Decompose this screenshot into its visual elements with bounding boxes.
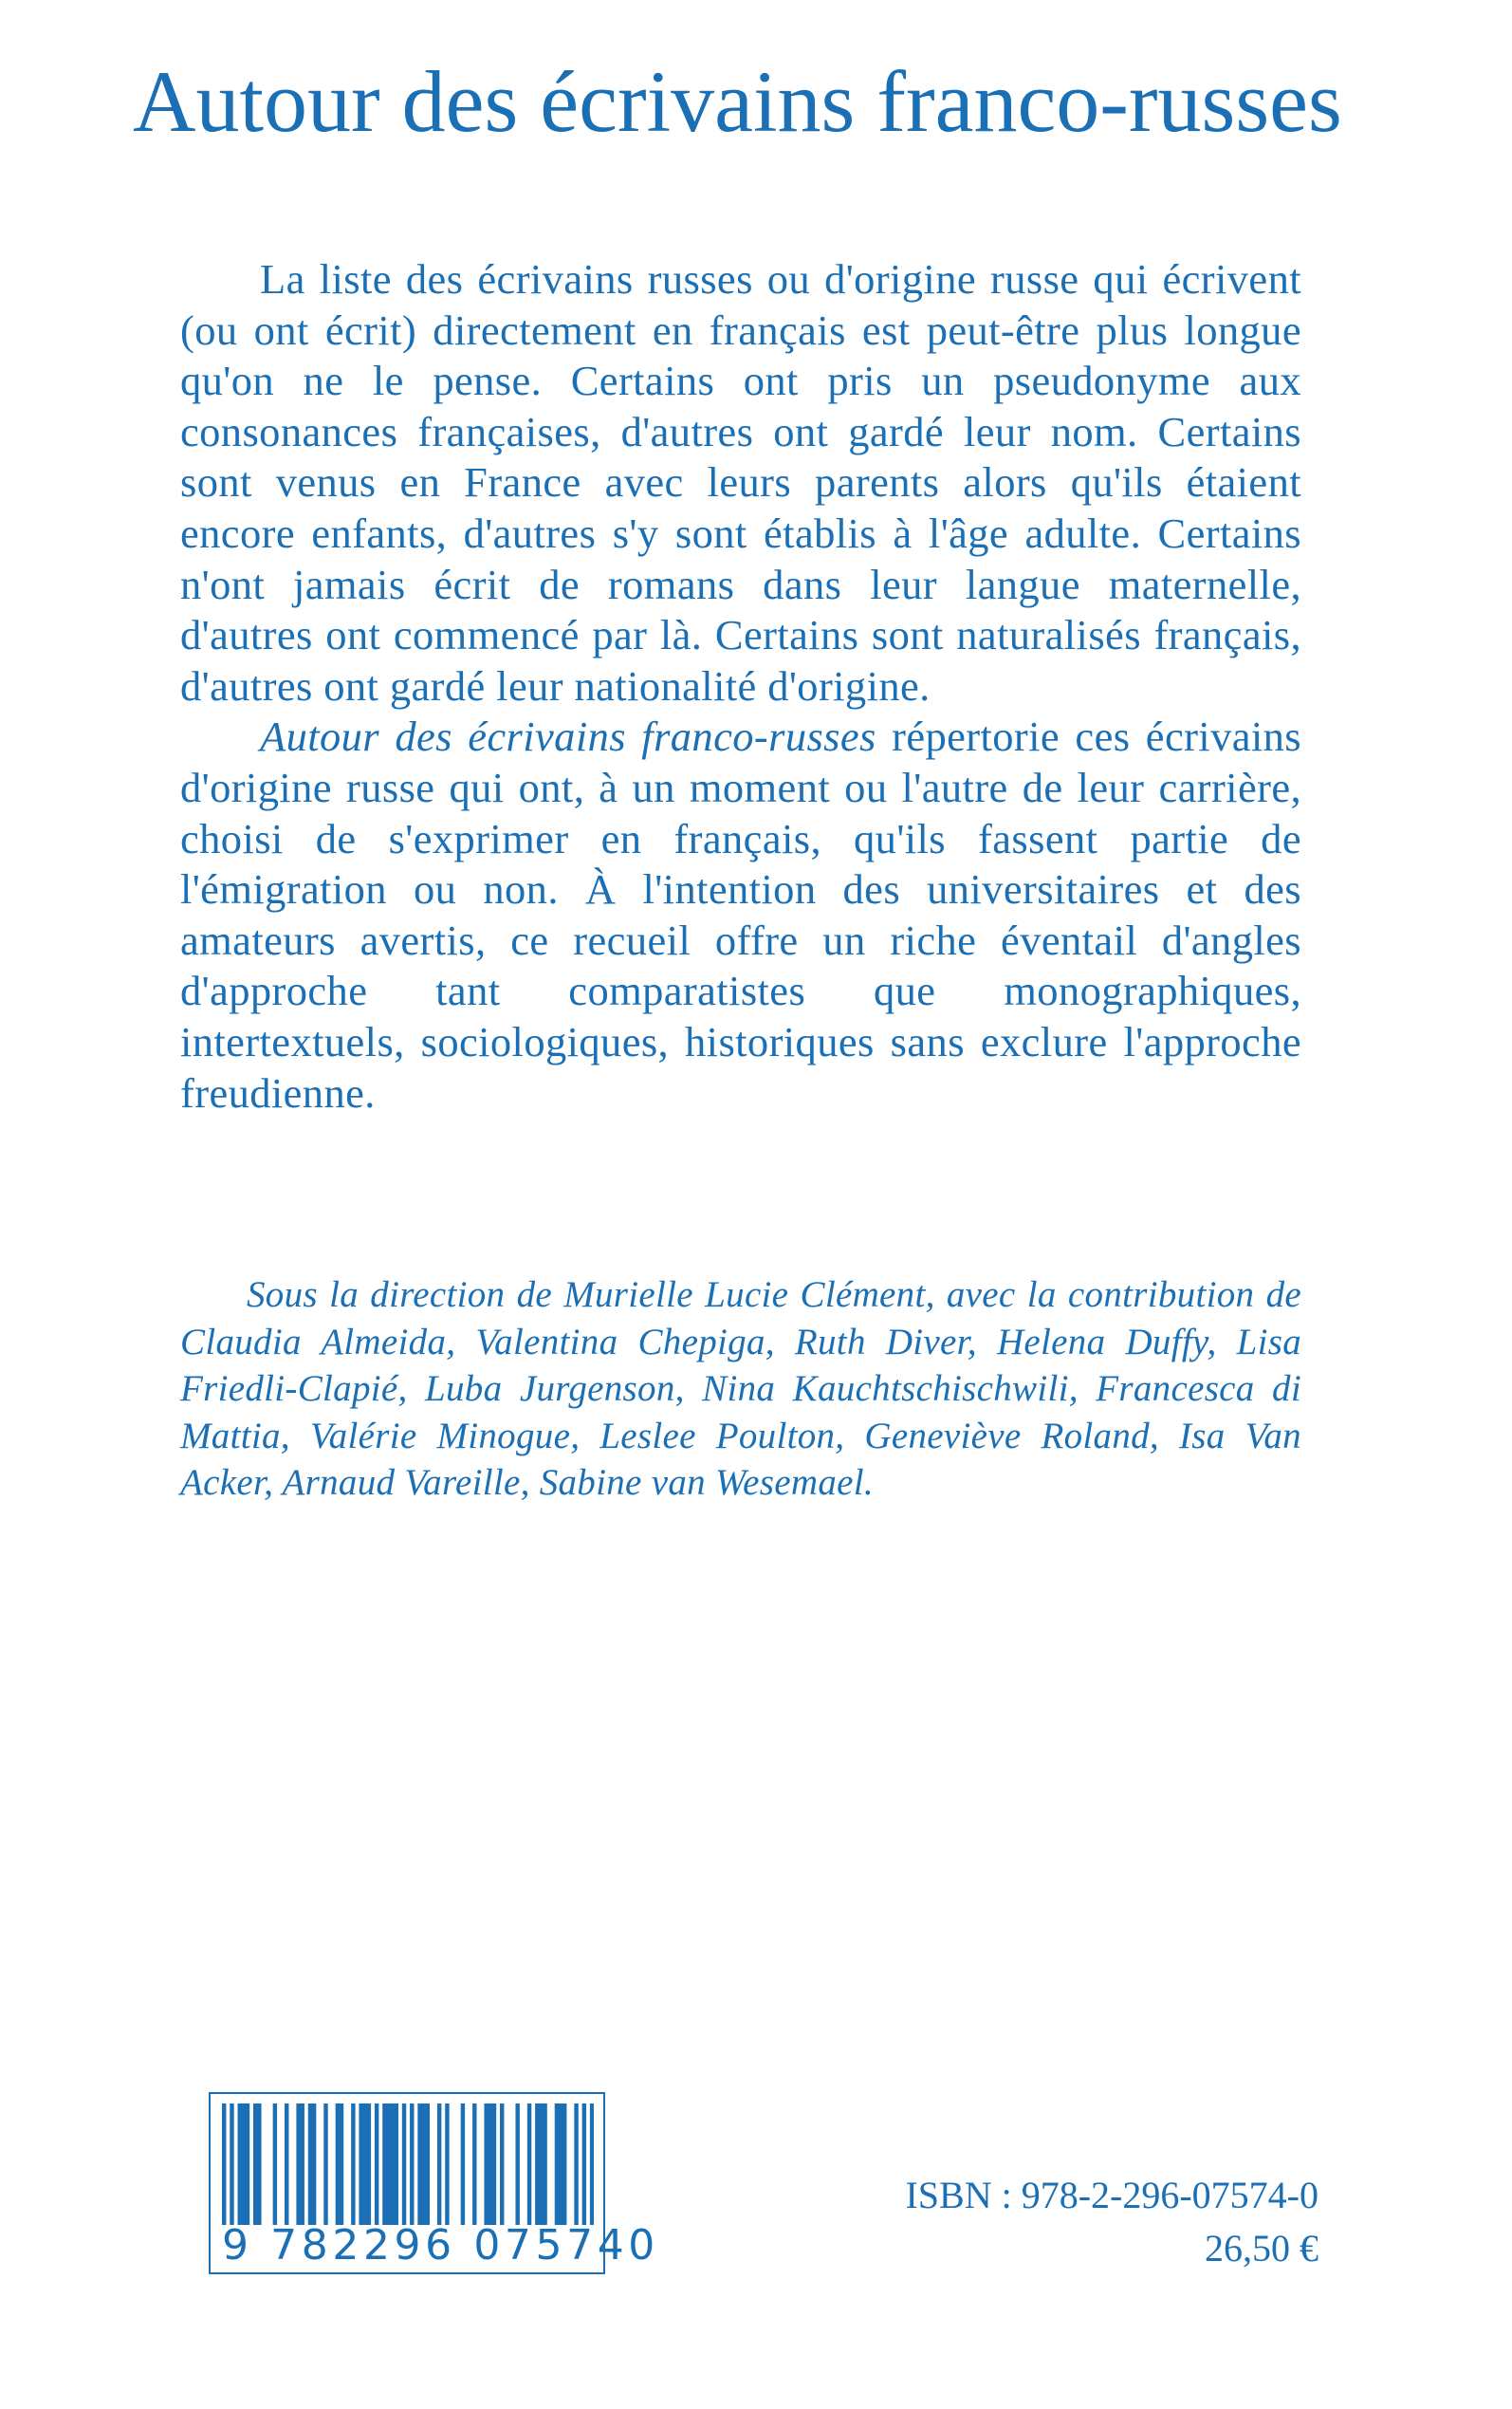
barcode-bar	[500, 2103, 504, 2225]
barcode-bar	[472, 2103, 476, 2225]
barcode-bar	[246, 2103, 249, 2225]
barcode-bar	[253, 2103, 257, 2225]
barcode-bar	[340, 2103, 343, 2225]
barcode-bar	[301, 2103, 304, 2225]
barcode-bar	[312, 2103, 316, 2225]
barcode-bar	[574, 2103, 578, 2225]
barcode-bar	[363, 2103, 367, 2225]
barcode-digits: 9 782296 075740	[222, 2221, 659, 2270]
barcode-bar	[336, 2103, 340, 2225]
price: 26,50 €	[1205, 2227, 1318, 2270]
barcode-bar	[386, 2103, 390, 2225]
contributors-list: Sous la direction de Murielle Lucie Clément, avec la contribution de Claudia Almeida, Valentina Chepiga, Ruth Diver, Helena Duffy, Lisa Friedli-Clapié, Luba Jurgenson, Nina Kauchtschischwili, Francesca di Mattia, Valérie Minogue, Leslee Poulton, Geneviève Roland, Isa Van Acker, Arnaud Vareille, Sabine van Wesemael.	[180, 1274, 1301, 1503]
barcode-bar	[539, 2103, 543, 2225]
barcode	[209, 2092, 659, 2274]
barcode-bar	[359, 2103, 362, 2225]
barcode-bar	[515, 2103, 519, 2225]
barcode-bar	[273, 2103, 277, 2225]
barcode-bar	[562, 2103, 566, 2225]
barcode-bar	[390, 2103, 394, 2225]
barcode-bar	[555, 2103, 559, 2225]
barcode-bar	[230, 2103, 233, 2225]
blurb	[180, 254, 1301, 1119]
barcode-bar	[417, 2103, 421, 2225]
barcode-bar	[492, 2103, 496, 2225]
barcode-bar	[489, 2103, 492, 2225]
barcode-bar	[222, 2103, 226, 2225]
blurb-paragraph-1: La liste des écrivains russes ou d'origine russe qui écrivent (ou ont écrit) directement en français est peut-être plus longue qu'on ne le pense. Certains ont pris un pseudonyme aux consonances françaises, d'autres ont gardé leur nom. Certains sont venus en France avec leurs parents alors qu'ils étaient encore enfants, d'autres s'y sont établis à l'âge adulte. Certains n'ont jamais écrit de romans dans leur langue maternelle, d'autres ont commencé par là. Certains sont naturalisés français, d'autres ont gardé leur nationalité d'origine.	[180, 255, 1301, 710]
isbn: ISBN : 978-2-296-07574-0	[905, 2174, 1318, 2216]
barcode-bar	[426, 2103, 430, 2225]
barcode-bar	[527, 2103, 531, 2225]
barcode-bar	[367, 2103, 371, 2225]
book-title: Autour des écrivains franco-russes	[133, 53, 1342, 150]
barcode-bar	[582, 2103, 586, 2225]
blurb-paragraph-2-text: répertorie ces écrivains d'origine russe qui ont, à un moment ou l'autre de leur carrière, choisi de s'exprimer en français, qu'ils fassent partie de l'émigration ou non. À l'intention des universitaires et des amateurs avertis, ce recueil offre un riche éventail d'angles d'approche tant comparatistes que monographiques, intertextuels, sociologiques, historiques sans exclure l'approche freudienne.	[180, 713, 1302, 1117]
blurb-paragraph-2	[180, 712, 1301, 1119]
barcode-bar	[308, 2103, 312, 2225]
barcode-bar	[461, 2103, 465, 2225]
barcode-bar	[242, 2103, 246, 2225]
barcode-bars	[222, 2103, 594, 2225]
barcode-bar	[382, 2103, 386, 2225]
barcode-bar	[559, 2103, 562, 2225]
barcode-bar	[410, 2103, 414, 2225]
barcode-bar	[238, 2103, 242, 2225]
barcode-bar	[285, 2103, 288, 2225]
barcode-bar	[402, 2103, 406, 2225]
barcode-bar	[543, 2103, 546, 2225]
blurb-book-title: Autour des écrivains franco-russes	[260, 713, 876, 761]
barcode-bar	[445, 2103, 449, 2225]
barcode-bar	[257, 2103, 261, 2225]
barcode-bar	[323, 2103, 327, 2225]
barcode-bar	[351, 2103, 355, 2225]
barcode-bar	[535, 2103, 539, 2225]
barcode-bar	[421, 2103, 425, 2225]
barcode-bar	[437, 2103, 441, 2225]
barcode-bar	[375, 2103, 378, 2225]
barcode-bar	[484, 2103, 488, 2225]
barcode-bar	[296, 2103, 300, 2225]
barcode-bar	[590, 2103, 594, 2225]
barcode-bar	[395, 2103, 398, 2225]
